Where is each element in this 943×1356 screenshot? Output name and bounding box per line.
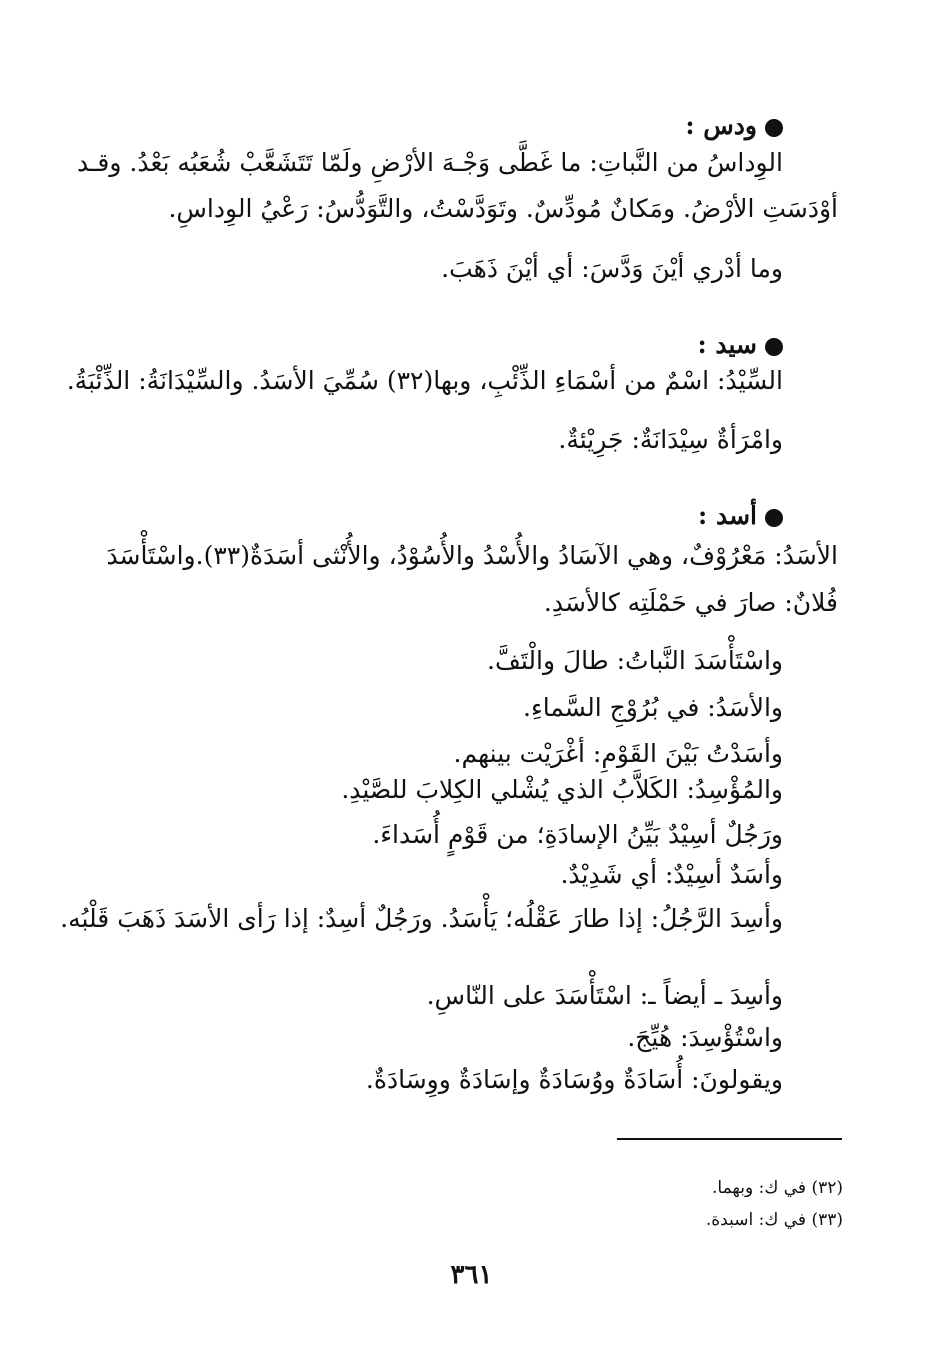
bullet-icon — [765, 338, 783, 356]
entry-line: وأسَدٌ أسِيْدٌ: أي شَدِيْدٌ. — [560, 860, 783, 889]
page-number: ٣٦١ — [450, 1260, 493, 1290]
entry-line: والأسَدُ: في بُرُوْجِ السَّماءِ. — [523, 693, 783, 722]
entry-line: والمُؤْسِدُ: الكَلاَّبُ الذي يُشْلي الكِلابَ للصَّيْدِ. — [341, 775, 783, 804]
entry-line: وامْرَأةٌ سِيْدَانَةٌ: جَرِيْئةٌ. — [558, 425, 783, 454]
entry-line: فُلانٌ: صارَ في حَمْلَتِه كالأسَدِ. — [543, 588, 838, 617]
entry-line: الأسَدُ: مَعْرُوْفٌ، وهي الآسَادُ والأُسْدُ والأُسُوْدُ، والأُنْثى أسَدَةٌ(٣٣).واسْتَأْسَدَ — [106, 541, 838, 570]
entry-line: وأسَدْتُ بَيْنَ القَوْمِ: أغْرَيْت بينهم. — [453, 739, 783, 768]
entry-heading-asd: أسد : — [698, 498, 783, 534]
entry-line: واسْتُؤْسِدَ: هُيِّجَ. — [627, 1023, 783, 1052]
entry-line: الوِداسُ من النَّباتِ: ما غَطَّى وَجْـهَ الأرْضِ ولَمّا تَتَشَعَّبْ شُعَبُه بَعْدُ. وقـد — [76, 148, 783, 177]
footnote: (٣٢) في ك: وبهما. — [712, 1178, 843, 1198]
entry-line: وما أدْري أيْنَ وَدَّسَ: أي أيْنَ ذَهَبَ. — [441, 254, 783, 283]
entry-line: ويقولونَ: أُسَادَةٌ ووُسَادَةٌ وإسَادَةٌ ووِسَادَةٌ. — [365, 1065, 783, 1094]
entry-line: ورَجُلٌ أسِيْدٌ بَيِّنُ الإسادَةِ؛ من قَوْمٍ أُسَداءَ. — [372, 820, 783, 849]
entry-line: وأسِدَ ـ أيضاً ـ: اسْتَأْسَدَ على النّاسِ. — [426, 981, 783, 1010]
footnote: (٣٣) في ك: اسبدة. — [705, 1210, 843, 1230]
footnote-divider — [617, 1138, 842, 1140]
entry-line: وأسِدَ الرَّجُلُ: إذا طارَ عَقْلُه؛ يَأْسَدُ. ورَجُلٌ أسِدٌ: إذا رَأى الأسَدَ ذَهَبَ قَلْبُه. — [60, 904, 783, 933]
entry-line: السِّيْدُ: اسْمٌ من أسْمَاءِ الذِّئْبِ، وبها(٣٢) سُمِّيَ الأسَدُ. والسِّيْدَانَةُ: الذِّئْبَةُ. — [66, 366, 783, 395]
bullet-icon — [765, 509, 783, 527]
entry-line: أوْدَسَتِ الأرْضُ. ومَكانٌ مُودِّسٌ. وتَوَدَّسْتُ، والتَّوَدُّسُ: رَعْيُ الوِداسِ. — [168, 194, 838, 223]
entry-line: واسْتَأْسَدَ النَّباتُ: طالَ والْتَفَّ. — [487, 646, 783, 675]
entry-heading-syd: سيد : — [697, 327, 783, 363]
bullet-icon — [765, 119, 783, 137]
entry-heading-wds: ودس : — [685, 108, 783, 144]
